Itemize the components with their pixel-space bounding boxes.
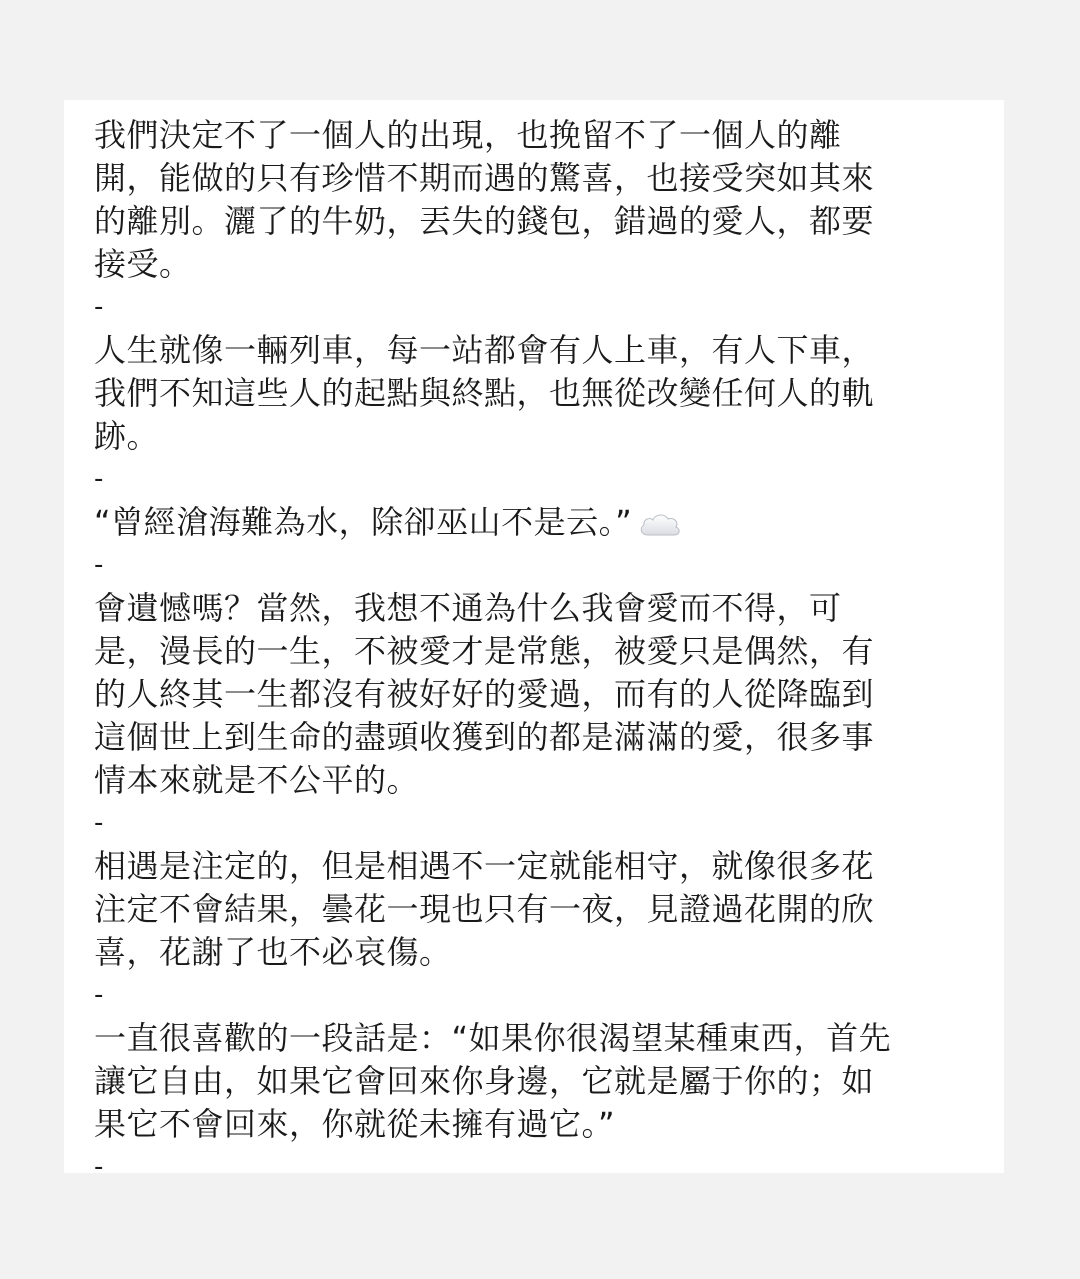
text-line: 果它不會回來，你就從未擁有過它。” bbox=[94, 1105, 616, 1143]
text-line: 跡。 bbox=[94, 417, 160, 455]
separator: - bbox=[94, 292, 104, 322]
separator: - bbox=[94, 550, 104, 580]
text-line: 喜，花謝了也不必哀傷。 bbox=[94, 933, 452, 971]
text-line: 接受。 bbox=[94, 245, 192, 283]
text-line: 讓它自由，如果它會回來你身邊，它就是屬于你的；如 bbox=[94, 1062, 875, 1100]
quote-line bbox=[94, 501, 974, 544]
text-line: 我們決定不了一個人的出現，也挽留不了一個人的離 bbox=[94, 116, 842, 154]
text-line: 這個世上到生命的盡頭收獲到的都是滿滿的愛，很多事 bbox=[94, 718, 875, 756]
text-line: 我們不知這些人的起點與終點，也無從改變任何人的軌 bbox=[94, 374, 875, 412]
separator: - bbox=[94, 1152, 104, 1173]
separator: - bbox=[94, 808, 104, 838]
post-text bbox=[94, 114, 974, 1173]
text-line: 注定不會結果，曇花一現也只有一夜，見證過花開的欣 bbox=[94, 890, 875, 928]
quote-text: “曾經滄海難為水，除卻巫山不是云。” bbox=[94, 503, 633, 541]
post-card bbox=[64, 100, 1004, 1173]
separator: - bbox=[94, 464, 104, 494]
text-line: 一直很喜歡的一段話是：“如果你很渴望某種東西，首先 bbox=[94, 1019, 892, 1057]
text-line: 人生就像一輛列車，每一站都會有人上車，有人下車， bbox=[94, 331, 875, 369]
text-line: 的離別。灑了的牛奶，丟失的錢包，錯過的愛人，都要 bbox=[94, 202, 875, 240]
separator: - bbox=[94, 980, 104, 1010]
cloud-icon bbox=[638, 505, 682, 548]
text-line: 是，漫長的一生，不被愛才是常態，被愛只是偶然，有 bbox=[94, 632, 875, 670]
text-line: 的人終其一生都沒有被好好的愛過，而有的人從降臨到 bbox=[94, 675, 875, 713]
text-line: 開，能做的只有珍惜不期而遇的驚喜，也接受突如其來 bbox=[94, 159, 875, 197]
text-line: 相遇是注定的，但是相遇不一定就能相守，就像很多花 bbox=[94, 847, 875, 885]
text-line: 會遺憾嗎？當然，我想不通為什么我會愛而不得，可 bbox=[94, 589, 842, 627]
text-line: 情本來就是不公平的。 bbox=[94, 761, 420, 799]
